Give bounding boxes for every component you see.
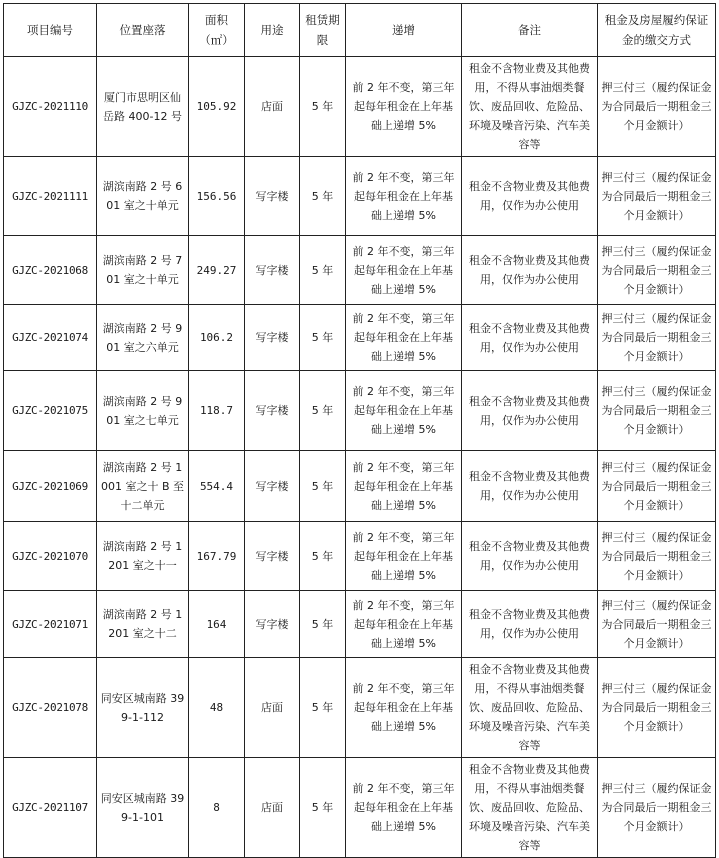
project-code: GJZC-2021071 <box>4 591 97 658</box>
table-row <box>4 157 716 236</box>
project-code: GJZC-2021110 <box>4 57 97 157</box>
term: 5 年 <box>300 305 346 371</box>
use: 店面 <box>245 57 300 157</box>
increase: 前 2 年不变，第三年起每年租金在上年基础上递增 5% <box>346 658 462 758</box>
notes: 租金不含物业费及其他费用，仅作为办公使用 <box>462 371 598 451</box>
payment: 押三付三（履约保证金为合同最后一期租金三个月金额计） <box>598 758 716 858</box>
header-notes: 备注 <box>462 4 598 57</box>
header-term: 租赁期限 <box>300 4 346 57</box>
header-payment: 租金及房屋履约保证金的缴交方式 <box>598 4 716 57</box>
header-area: 面积（㎡） <box>189 4 245 57</box>
header-row <box>4 4 716 57</box>
increase: 前 2 年不变，第三年起每年租金在上年基础上递增 5% <box>346 236 462 305</box>
table-row <box>4 57 716 157</box>
project-code: GJZC-2021107 <box>4 758 97 858</box>
notes: 租金不含物业费及其他费用，不得从事油烟类餐饮、废品回收、危险品、环境及噪音污染、汽车美容等 <box>462 758 598 858</box>
location: 同安区城南路 399-1-112 <box>97 658 189 758</box>
location: 湖滨南路 2 号 701 室之十单元 <box>97 236 189 305</box>
area: 554.4 <box>189 451 245 522</box>
notes: 租金不含物业费及其他费用，仅作为办公使用 <box>462 305 598 371</box>
location: 湖滨南路 2 号 901 室之六单元 <box>97 305 189 371</box>
project-code: GJZC-2021069 <box>4 451 97 522</box>
use: 写字楼 <box>245 451 300 522</box>
location: 湖滨南路 2 号 1001 室之十 B 至十二单元 <box>97 451 189 522</box>
term: 5 年 <box>300 591 346 658</box>
term: 5 年 <box>300 522 346 591</box>
notes: 租金不含物业费及其他费用，仅作为办公使用 <box>462 451 598 522</box>
use: 写字楼 <box>245 305 300 371</box>
term: 5 年 <box>300 451 346 522</box>
notes: 租金不含物业费及其他费用，仅作为办公使用 <box>462 591 598 658</box>
term: 5 年 <box>300 371 346 451</box>
table-row <box>4 658 716 758</box>
area: 8 <box>189 758 245 858</box>
table-row <box>4 236 716 305</box>
payment: 押三付三（履约保证金为合同最后一期租金三个月金额计） <box>598 157 716 236</box>
payment: 押三付三（履约保证金为合同最后一期租金三个月金额计） <box>598 305 716 371</box>
use: 写字楼 <box>245 522 300 591</box>
term: 5 年 <box>300 758 346 858</box>
increase: 前 2 年不变，第三年起每年租金在上年基础上递增 5% <box>346 371 462 451</box>
notes: 租金不含物业费及其他费用，不得从事油烟类餐饮、废品回收、危险品、环境及噪音污染、汽车美容等 <box>462 57 598 157</box>
term: 5 年 <box>300 57 346 157</box>
use: 写字楼 <box>245 591 300 658</box>
payment: 押三付三（履约保证金为合同最后一期租金三个月金额计） <box>598 451 716 522</box>
area: 118.7 <box>189 371 245 451</box>
location: 厦门市思明区仙岳路 400-12 号 <box>97 57 189 157</box>
table-row <box>4 451 716 522</box>
increase: 前 2 年不变，第三年起每年租金在上年基础上递增 5% <box>346 157 462 236</box>
notes: 租金不含物业费及其他费用，仅作为办公使用 <box>462 157 598 236</box>
project-code: GJZC-2021078 <box>4 658 97 758</box>
area: 164 <box>189 591 245 658</box>
location: 湖滨南路 2 号 601 室之十单元 <box>97 157 189 236</box>
table-row <box>4 591 716 658</box>
area: 156.56 <box>189 157 245 236</box>
header-increase: 递增 <box>346 4 462 57</box>
area: 167.79 <box>189 522 245 591</box>
payment: 押三付三（履约保证金为合同最后一期租金三个月金额计） <box>598 658 716 758</box>
payment: 押三付三（履约保证金为合同最后一期租金三个月金额计） <box>598 591 716 658</box>
table-row <box>4 522 716 591</box>
location: 湖滨南路 2 号 1201 室之十二 <box>97 591 189 658</box>
table-row <box>4 371 716 451</box>
area: 48 <box>189 658 245 758</box>
increase: 前 2 年不变，第三年起每年租金在上年基础上递增 5% <box>346 758 462 858</box>
table-row <box>4 305 716 371</box>
location: 湖滨南路 2 号 901 室之七单元 <box>97 371 189 451</box>
header-use: 用途 <box>245 4 300 57</box>
payment: 押三付三（履约保证金为合同最后一期租金三个月金额计） <box>598 236 716 305</box>
term: 5 年 <box>300 658 346 758</box>
increase: 前 2 年不变，第三年起每年租金在上年基础上递增 5% <box>346 522 462 591</box>
area: 249.27 <box>189 236 245 305</box>
location: 湖滨南路 2 号 1201 室之十一 <box>97 522 189 591</box>
use: 店面 <box>245 658 300 758</box>
header-location: 位置座落 <box>97 4 189 57</box>
project-code: GJZC-2021075 <box>4 371 97 451</box>
notes: 租金不含物业费及其他费用，仅作为办公使用 <box>462 236 598 305</box>
payment: 押三付三（履约保证金为合同最后一期租金三个月金额计） <box>598 371 716 451</box>
use: 写字楼 <box>245 236 300 305</box>
increase: 前 2 年不变，第三年起每年租金在上年基础上递增 5% <box>346 451 462 522</box>
table-row <box>4 758 716 858</box>
area: 105.92 <box>189 57 245 157</box>
increase: 前 2 年不变，第三年起每年租金在上年基础上递增 5% <box>346 305 462 371</box>
project-code: GJZC-2021068 <box>4 236 97 305</box>
lease-table <box>3 3 716 858</box>
increase: 前 2 年不变，第三年起每年租金在上年基础上递增 5% <box>346 591 462 658</box>
project-code: GJZC-2021111 <box>4 157 97 236</box>
location: 同安区城南路 399-1-101 <box>97 758 189 858</box>
payment: 押三付三（履约保证金为合同最后一期租金三个月金额计） <box>598 522 716 591</box>
notes: 租金不含物业费及其他费用，仅作为办公使用 <box>462 522 598 591</box>
term: 5 年 <box>300 236 346 305</box>
increase: 前 2 年不变，第三年起每年租金在上年基础上递增 5% <box>346 57 462 157</box>
use: 店面 <box>245 758 300 858</box>
area: 106.2 <box>189 305 245 371</box>
project-code: GJZC-2021074 <box>4 305 97 371</box>
project-code: GJZC-2021070 <box>4 522 97 591</box>
notes: 租金不含物业费及其他费用，不得从事油烟类餐饮、废品回收、危险品、环境及噪音污染、汽车美容等 <box>462 658 598 758</box>
payment: 押三付三（履约保证金为合同最后一期租金三个月金额计） <box>598 57 716 157</box>
use: 写字楼 <box>245 371 300 451</box>
header-code: 项目编号 <box>4 4 97 57</box>
use: 写字楼 <box>245 157 300 236</box>
term: 5 年 <box>300 157 346 236</box>
